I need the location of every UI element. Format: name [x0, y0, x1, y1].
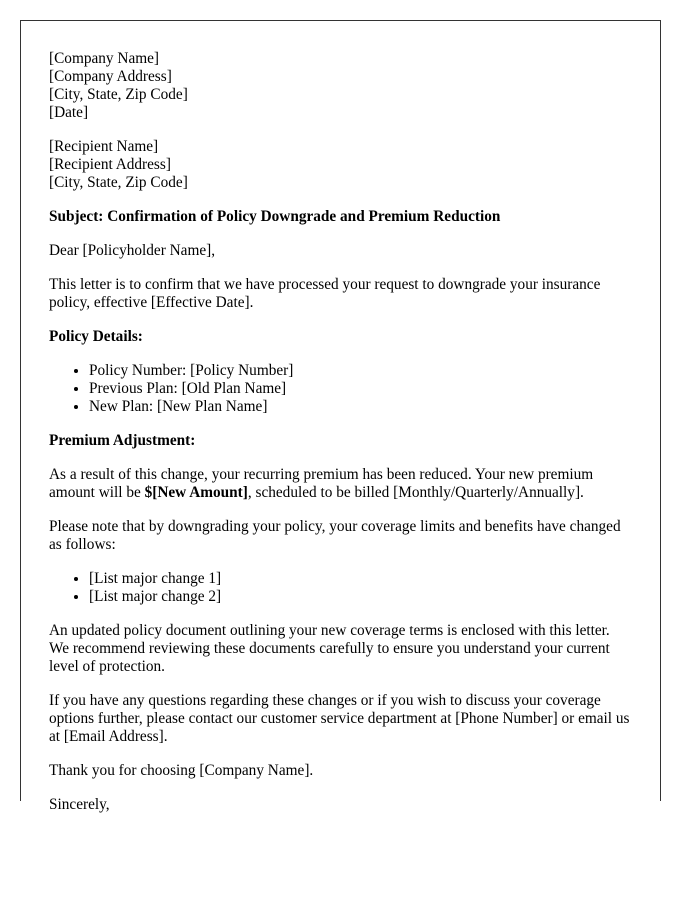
sender-company-address: [Company Address] — [49, 68, 172, 85]
new-premium-amount: $[New Amount] — [144, 484, 248, 501]
policy-detail-item: • Policy Number: [Policy Number] — [89, 362, 632, 380]
coverage-changes-list — [49, 570, 632, 606]
closing-line: Sincerely, — [49, 796, 110, 813]
letter-page — [20, 20, 661, 813]
sender-city-state-zip: [City, State, Zip Code] — [49, 86, 188, 103]
letter-date: [Date] — [49, 104, 89, 121]
salutation: Dear [Policyholder Name], — [49, 242, 216, 259]
recipient-address: [Recipient Address] — [49, 156, 171, 173]
enclosure-paragraph: An updated policy document outlining your new coverage terms is enclosed with this letter. We recommend reviewing these documents carefully to ensure you understand your current level of protection. — [49, 622, 610, 675]
policy-details-heading: Policy Details: — [49, 328, 143, 345]
premium-adjustment-heading: Premium Adjustment: — [49, 432, 196, 449]
premium-text-before: As a result of this change, your recurring premium has been reduced. Your new premium amount will be — [49, 466, 594, 501]
thanks-paragraph: Thank you for choosing [Company Name]. — [49, 762, 314, 779]
coverage-change-item: • [List major change 2] — [89, 588, 632, 606]
coverage-change-item: • [List major change 1] — [89, 570, 632, 588]
policy-details-list — [49, 362, 632, 416]
subject-line: Subject: Confirmation of Policy Downgrade and Premium Reduction — [49, 208, 501, 225]
policy-detail-item: • Previous Plan: [Old Plan Name] — [89, 380, 632, 398]
intro-paragraph: This letter is to confirm that we have processed your request to downgrade your insurance policy, effective [Effective Date]. — [49, 276, 601, 311]
premium-adjustment-paragraph — [49, 466, 632, 502]
premium-text-after: , scheduled to be billed [Monthly/Quarterly/Annually]. — [247, 484, 584, 501]
sender-block — [49, 50, 632, 122]
recipient-name: [Recipient Name] — [49, 138, 159, 155]
recipient-block — [49, 138, 632, 192]
contact-paragraph: If you have any questions regarding these changes or if you wish to discuss your coverage options further, please contact our customer service department at [Phone Number] or email us at [Email Address]. — [49, 692, 630, 745]
recipient-city-state-zip: [City, State, Zip Code] — [49, 174, 188, 191]
changes-intro-paragraph: Please note that by downgrading your policy, your coverage limits and benefits have changed as follows: — [49, 518, 621, 553]
policy-detail-item: • New Plan: [New Plan Name] — [89, 398, 632, 416]
sender-company-name: [Company Name] — [49, 50, 160, 67]
